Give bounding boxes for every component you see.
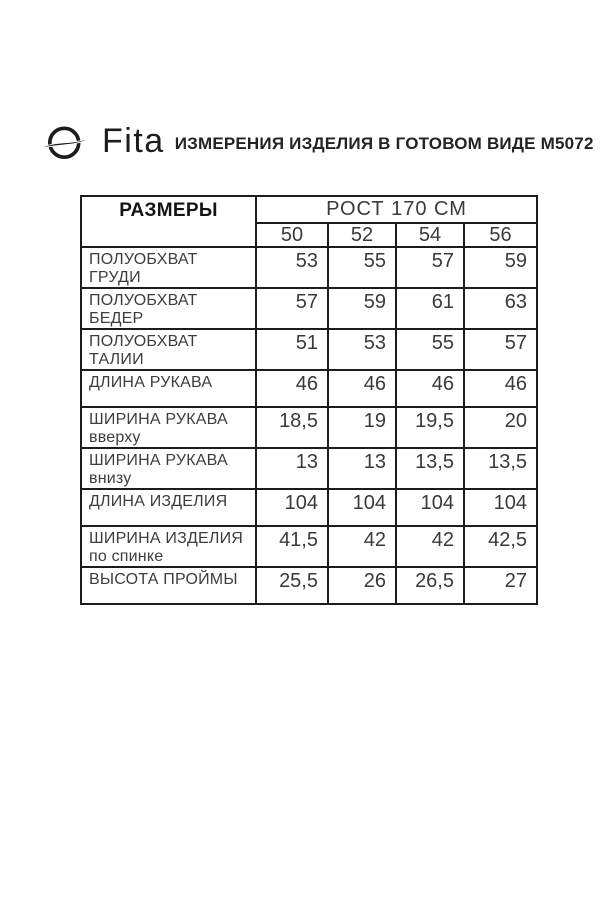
header [38,118,594,164]
measurement-value: 53 [328,329,396,370]
table-row [81,247,537,288]
measurement-label-line1: ШИРИНА ИЗДЕЛИЯ [89,530,244,547]
measurement-value: 104 [464,489,537,526]
measurement-value: 61 [396,288,464,329]
measurement-value: 13 [328,448,396,489]
measurement-value: 55 [396,329,464,370]
measurement-value: 46 [328,370,396,407]
measurement-label [81,329,256,370]
measurement-value: 55 [328,247,396,288]
corner-header-sizes: РАЗМЕРЫ [81,196,256,247]
measurement-value: 53 [256,247,328,288]
measurement-label-line1: ПОЛУОБХВАТ БЕДЕР [89,292,198,327]
brand-logo [38,118,165,164]
measurement-value: 104 [328,489,396,526]
table-row [81,448,537,489]
measurement-label-line1: ШИРИНА РУКАВА [89,411,228,428]
measurement-value: 19,5 [396,407,464,448]
measurement-label-line1: ДЛИНА ИЗДЕЛИЯ [89,493,228,510]
page-title: ИЗМЕРЕНИЯ ИЗДЕЛИЯ В ГОТОВОМ ВИДЕ M5072 [174,134,594,153]
measurement-label-line1: ПОЛУОБХВАТ [89,333,198,350]
measurement-value: 41,5 [256,526,328,567]
measurement-value: 25,5 [256,567,328,604]
table-row [81,407,537,448]
size-column-header: 50 [256,223,328,247]
table-row [81,489,537,526]
measurement-value: 46 [396,370,464,407]
table-header-row-group [81,196,537,223]
measurement-label [81,448,256,489]
table-row [81,370,537,407]
measurement-value: 42 [396,526,464,567]
measurement-value: 26,5 [396,567,464,604]
measurement-value: 27 [464,567,537,604]
measurement-value: 18,5 [256,407,328,448]
measurement-label-line2: ТАЛИИ [89,351,144,368]
table-row [81,288,537,329]
size-column-header: 56 [464,223,537,247]
table-row [81,567,537,604]
measurement-value: 26 [328,567,396,604]
measurement-value: 13 [256,448,328,489]
brand-name: Fita [102,122,165,160]
measurement-value: 42 [328,526,396,567]
measurement-value: 19 [328,407,396,448]
measurement-value: 20 [464,407,537,448]
measurement-value: 42,5 [464,526,537,567]
measurement-value: 46 [256,370,328,407]
measurement-label [81,489,256,526]
measurement-label [81,288,256,329]
measurement-value: 57 [396,247,464,288]
measurement-value: 57 [464,329,537,370]
measurement-label-line2: вверху [89,429,141,446]
measurement-value: 46 [464,370,537,407]
measurement-label-line2: внизу [89,470,132,487]
measurement-value: 57 [256,288,328,329]
measurement-label [81,370,256,407]
column-group-header-height: РОСТ 170 СМ [256,196,537,223]
measurement-label-line1: ПОЛУОБХВАТ ГРУДИ [89,251,198,286]
measurement-label-line2: по спинке [89,548,164,565]
measurement-label [81,526,256,567]
measurement-label-line1: ШИРИНА РУКАВА [89,452,228,469]
measurement-value: 63 [464,288,537,329]
measurement-value: 104 [396,489,464,526]
measurement-label-line1: ДЛИНА РУКАВА [89,374,213,391]
measurement-value: 59 [464,247,537,288]
size-chart-table [80,195,538,605]
measurement-label [81,247,256,288]
circle-swoosh-icon [38,118,94,164]
table-row [81,329,537,370]
size-column-header: 54 [396,223,464,247]
measurement-value: 51 [256,329,328,370]
measurement-label [81,407,256,448]
table-row [81,526,537,567]
measurement-value: 13,5 [396,448,464,489]
measurement-value: 59 [328,288,396,329]
size-column-header: 52 [328,223,396,247]
measurement-value: 13,5 [464,448,537,489]
measurement-label-line1: ВЫСОТА ПРОЙМЫ [89,571,238,588]
measurement-label [81,567,256,604]
measurement-value: 104 [256,489,328,526]
